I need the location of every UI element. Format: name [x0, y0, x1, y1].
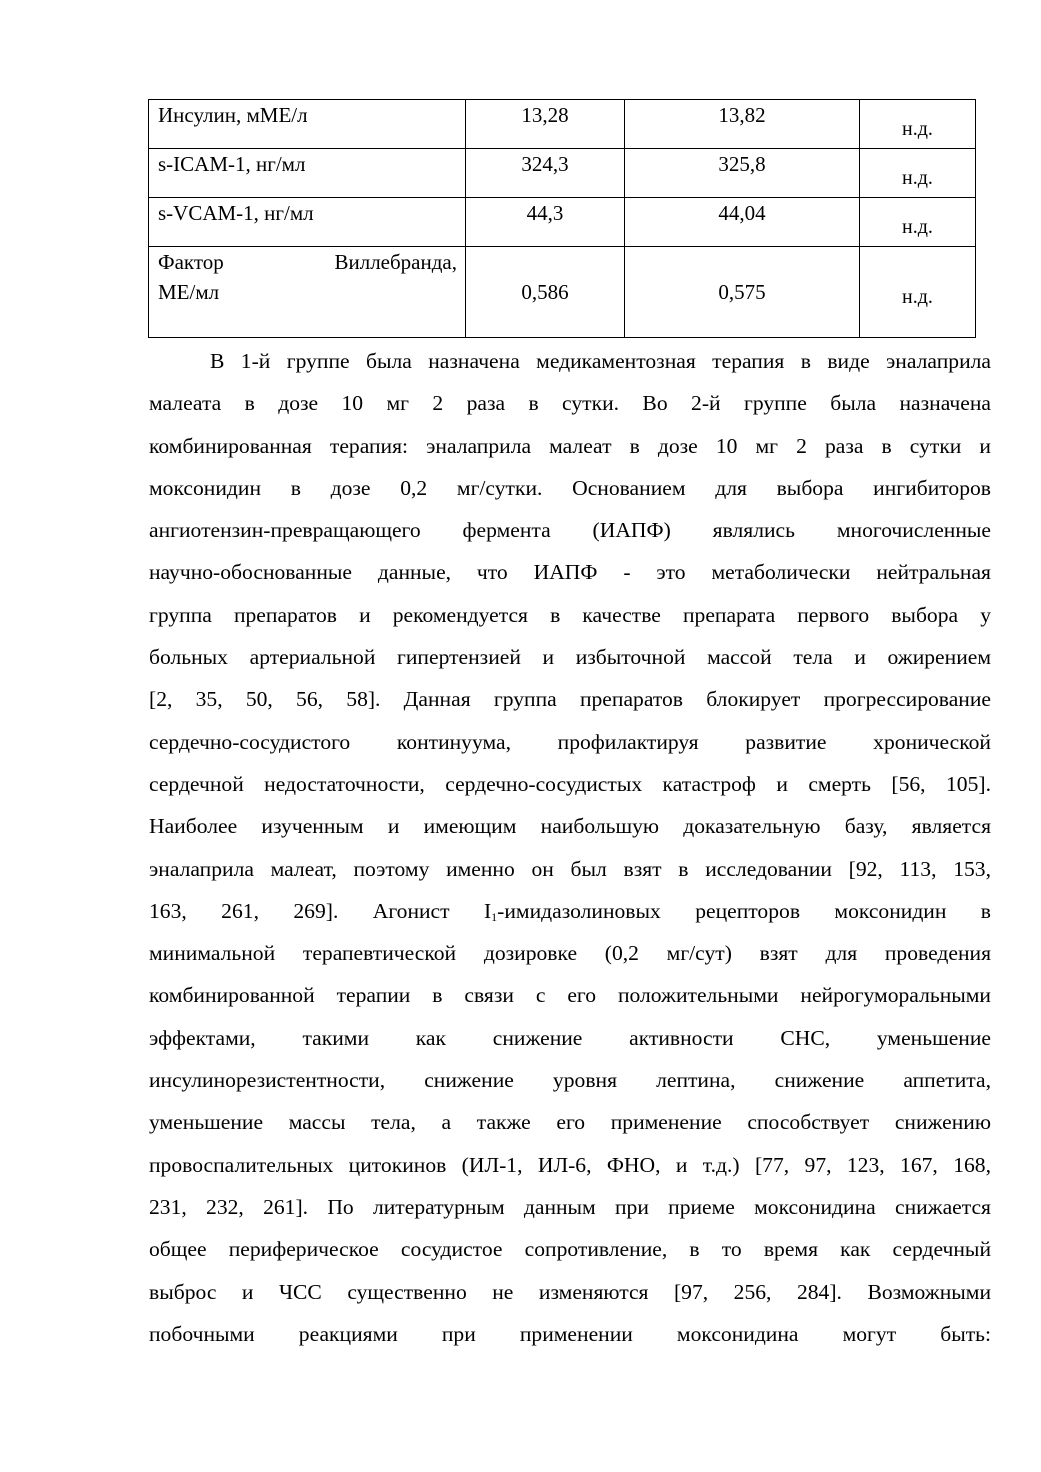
group1-value: 324,3: [466, 149, 625, 198]
group2-value: 0,575: [625, 247, 860, 338]
text-line: [2, 35, 50, 56, 58]. Данная группа препаратов блокирует прогрессирование: [149, 687, 991, 712]
significance-value: н.д.: [902, 117, 933, 140]
row-label: Инсулин, мМЕ/л: [149, 100, 466, 149]
text-line: уменьшение массы тела, а также его применение способствует снижению: [149, 1110, 991, 1135]
text-line: эффектами, такими как снижение активности СНС, уменьшение: [149, 1025, 991, 1050]
significance-cell: [860, 100, 976, 149]
group2-value: 13,82: [625, 100, 860, 149]
text-line: инсулинорезистентности, снижение уровня лептина, снижение аппетита,: [149, 1068, 991, 1093]
text-line: научно-обоснованные данные, что ИАПФ - это метаболически нейтральная: [149, 560, 991, 585]
text-segment: -имидазолиновых рецепторов моксонидин в: [497, 898, 992, 923]
results-table: [148, 99, 976, 338]
text-line: побочными реакциями при применении моксонидина могут быть:: [149, 1321, 991, 1346]
significance-cell: [860, 198, 976, 247]
text-line: Наиболее изученным и имеющим наибольшую доказательную базу, является: [149, 814, 991, 839]
group1-value: 13,28: [466, 100, 625, 149]
text-line: комбинированной терапии в связи с его положительными нейрогуморальными: [149, 983, 991, 1008]
significance-value: н.д.: [902, 166, 933, 189]
subscript: 1: [491, 909, 498, 924]
significance-cell: [860, 149, 976, 198]
text-line: [149, 890, 991, 932]
table-row: [149, 149, 976, 198]
text-line: минимальной терапевтической дозировке (0,2 мг/сут) взят для проведения: [149, 941, 991, 966]
significance-value: н.д.: [902, 215, 933, 238]
text-line: сердечно-сосудистого континуума, профилактируя развитие хронической: [149, 729, 991, 754]
text-line: 231, 232, 261]. По литературным данным при приеме моксонидина снижается: [149, 1194, 991, 1219]
text-line: группа препаратов и рекомендуется в качестве препарата первого выбора у: [149, 602, 991, 627]
group1-value: 44,3: [466, 198, 625, 247]
group2-value: 44,04: [625, 198, 860, 247]
text-line: комбинированная терапия: эналаприла малеат в дозе 10 мг 2 раза в сутки и: [149, 433, 991, 458]
row-label: s-ICAM-1, нг/мл: [149, 149, 466, 198]
text-segment: 163, 261, 269]. Агонист I: [149, 898, 492, 923]
text-line: общее периферическое сосудистое сопротивление, в то время как сердечный: [149, 1237, 991, 1262]
group1-value: 0,586: [466, 247, 625, 338]
table-row: [149, 247, 976, 338]
text-line: сердечной недостаточности, сердечно-сосудистых катастроф и смерть [56, 105].: [149, 771, 991, 796]
body-paragraph: [149, 340, 991, 1355]
text-line: провоспалительных цитокинов (ИЛ-1, ИЛ-6, ФНО, и т.д.) [77, 97, 123, 167, 168,: [149, 1152, 991, 1177]
table-row: [149, 198, 976, 247]
text-line: моксонидин в дозе 0,2 мг/сутки. Основанием для выбора ингибиторов: [149, 475, 991, 500]
text-line: ангиотензин-превращающего фермента (ИАПФ) являлись многочисленные: [149, 518, 991, 543]
group2-value: 325,8: [625, 149, 860, 198]
row-label: [149, 247, 466, 338]
row-label: s-VCAM-1, нг/мл: [149, 198, 466, 247]
text-line: выброс и ЧСС существенно не изменяются [97, 256, 284]. Возможными: [149, 1279, 991, 1304]
text-line: малеата в дозе 10 мг 2 раза в сутки. Во 2-й группе была назначена: [149, 391, 991, 416]
significance-value: н.д.: [902, 285, 933, 308]
text-line: В 1-й группе была назначена медикаментозная терапия в виде эналаприла: [210, 349, 991, 373]
significance-cell: [860, 247, 976, 338]
table-row: [149, 100, 976, 149]
row-label-line: МЕ/мл: [158, 280, 220, 304]
text-line: эналаприла малеат, поэтому именно он был взят в исследовании [92, 113, 153,: [149, 856, 991, 881]
row-label-line: Фактор Виллебранда,: [158, 250, 457, 274]
text-line: больных артериальной гипертензией и избыточной массой тела и ожирением: [149, 645, 991, 670]
